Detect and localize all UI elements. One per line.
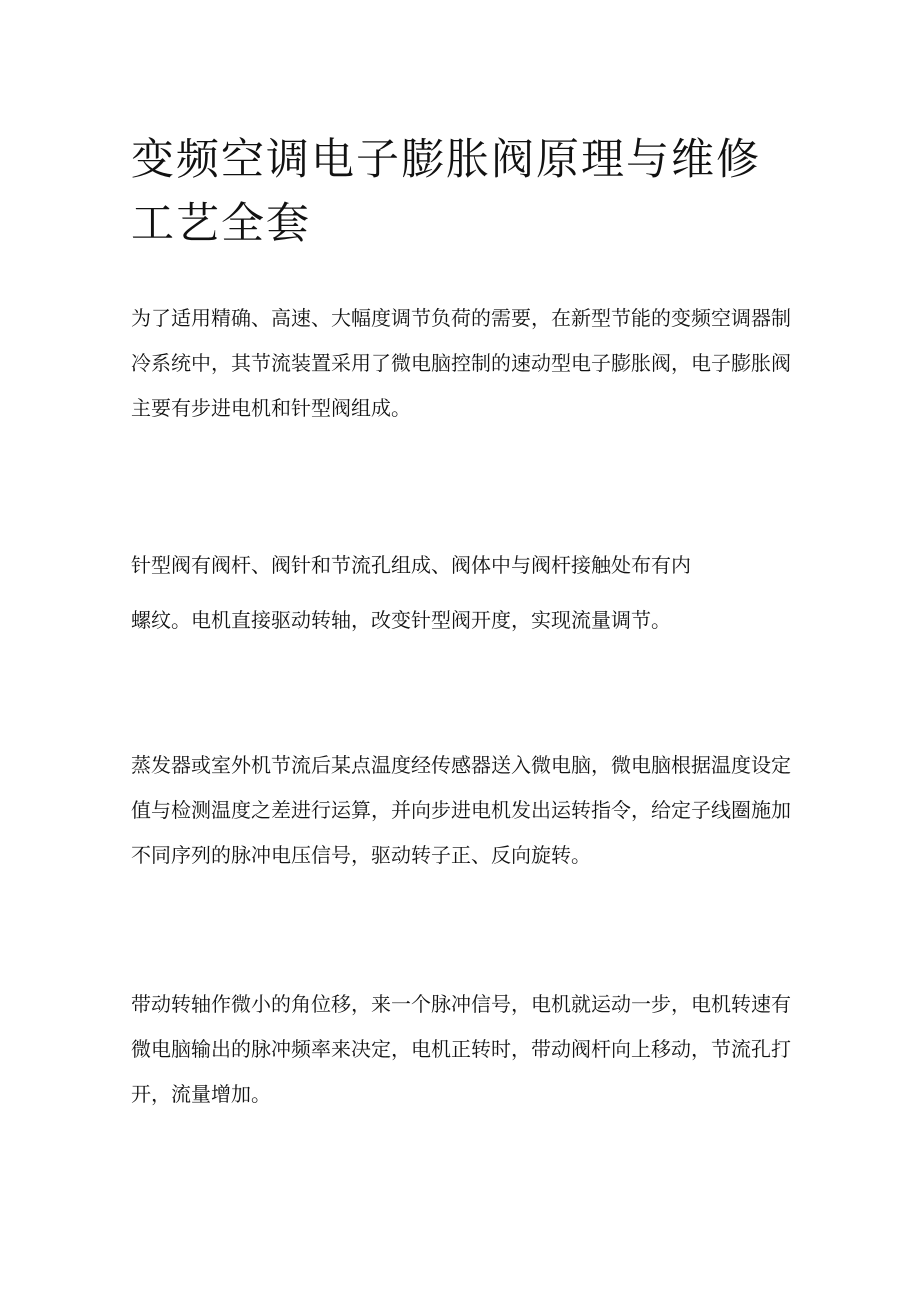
document-title: 变频空调电子膨胀阀原理与维修工艺全套 [131,135,761,249]
paragraph-needle-valve-line-1: 针型阀有阀杆、阀针和节流孔组成、阀体中与阀杆接触处布有内 [131,553,691,577]
paragraph-valve-overview: 为了适用精确、高速、大幅度调节负荷的需要，在新型节能的变频空调器制冷系统中，其节流装置采用了微电脑控制的速动型电子膨胀阀，电子膨胀阀主要有步进电机和针型阀组成。 [131,306,791,420]
paragraph-control-process: 蒸发器或室外机节流后某点温度经传感器送入微电脑，微电脑根据温度设定值与检测温度之差进行运算，并向步进电机发出运转指令，给定子线圈施加不同序列的脉冲电压信号，驱动转子正、反向旋转。 [131,753,791,867]
paragraph-needle-valve-line-2: 螺纹。电机直接驱动转轴，改变针型阀开度，实现流量调节。 [131,608,671,632]
paragraph-motor-operation: 带动转轴作微小的角位移，来一个脉冲信号，电机就运动一步，电机转速有微电脑输出的脉冲频率来决定，电机正转时，带动阀杆向上移动，节流孔打开，流量增加。 [131,992,791,1106]
